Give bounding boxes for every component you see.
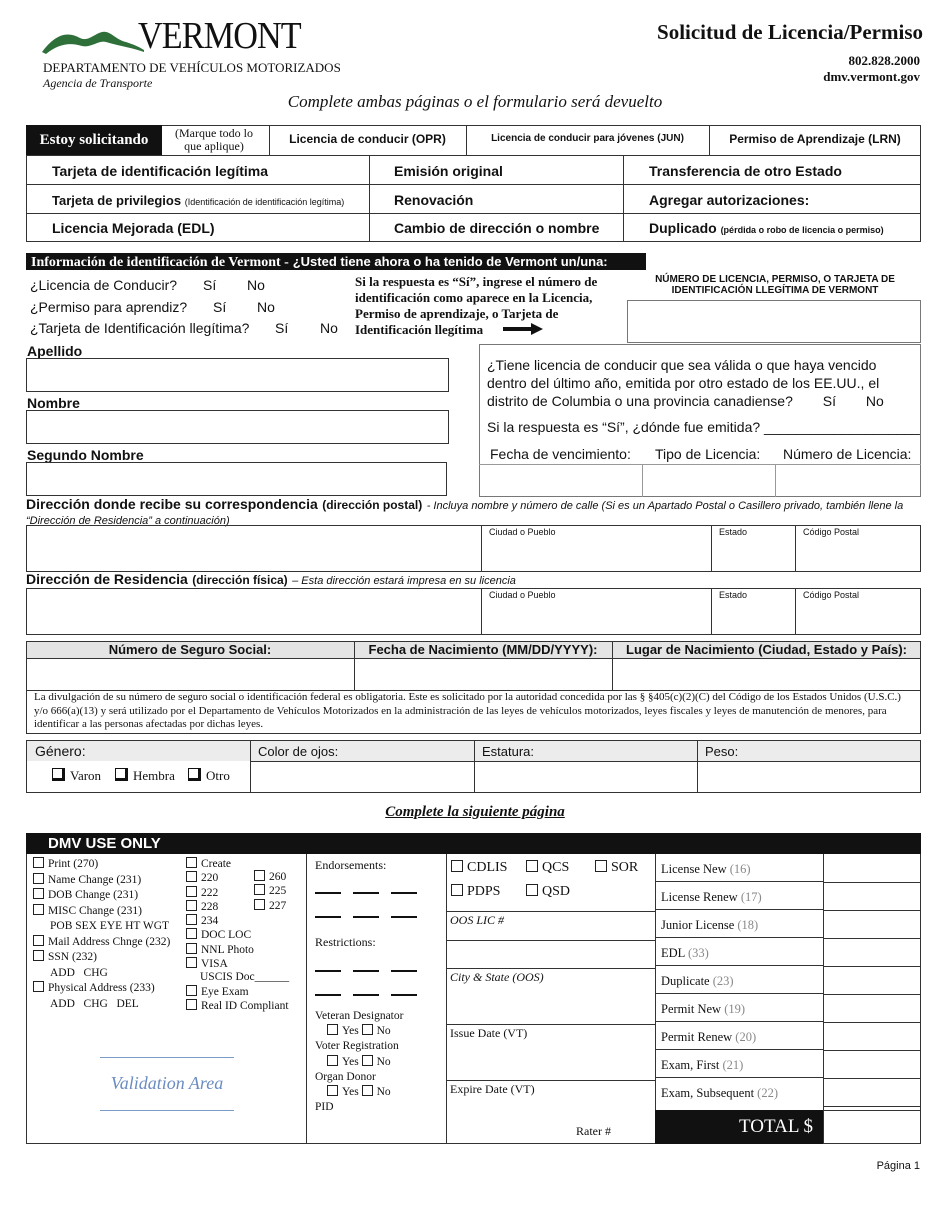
dmv-code-222-label: 222: [201, 886, 219, 899]
phone-number: 802.828.2000: [848, 53, 920, 68]
mailing-note: - Incluya nombre y número de calle (Si es un Apartado Postal o Casillero privado, también llene la “Dirección de Residencia” a continuación): [26, 500, 904, 527]
dob-label: Fecha de Nacimiento (MM/DD/YYYY):: [368, 642, 598, 657]
checkbox-icon: [33, 888, 44, 899]
dmv-code-227-label: 227: [269, 899, 287, 912]
organ-label: Organ Donor: [315, 1070, 376, 1083]
fee-label: EDL: [661, 946, 685, 960]
checkbox-icon: [186, 886, 197, 897]
checkbox-icon: [33, 857, 44, 868]
checkbox-icon: [327, 1055, 338, 1066]
organ-options[interactable]: [315, 1085, 403, 1100]
organ-yes: Yes: [342, 1086, 359, 1099]
dmv-name-change-code: (231): [116, 873, 142, 886]
rater-field[interactable]: Rater #: [576, 1124, 611, 1138]
dmv-physical-address-label: Physical Address: [48, 982, 127, 994]
q-id-label: ¿Tarjeta de Identificación llegítima?: [30, 320, 250, 336]
out-of-state-no[interactable]: No: [865, 393, 884, 409]
dmv-misc-options: POB SEX EYE HT WGT: [50, 920, 170, 932]
page-number: Página 1: [876, 1160, 920, 1172]
mailing-address-field[interactable]: [26, 525, 921, 572]
checkbox-icon: [327, 1024, 338, 1035]
dmv-code-225[interactable]: [254, 884, 286, 898]
dmv-ssn[interactable]: [33, 950, 170, 966]
pid-label: PID: [315, 1101, 334, 1114]
fee-label: License New: [661, 862, 727, 876]
total-field[interactable]: [824, 1111, 920, 1143]
checkbox-icon: [526, 884, 538, 896]
mark-note: (Marque todo lo que aplique): [175, 126, 253, 153]
fee-label: Duplicate: [661, 974, 710, 988]
flag-qsd-label: QSD: [542, 884, 571, 899]
form-title: Solicitud de Licencia/Permiso: [657, 20, 923, 44]
eye-color-label: Color de ojos:: [258, 744, 339, 759]
fee-row[interactable]: [655, 882, 823, 910]
weight-label: Peso:: [705, 744, 739, 759]
flag-pdps-label: PDPS: [467, 884, 501, 899]
organ-no: No: [376, 1086, 391, 1099]
dmv-misc-change-label: MISC Change: [48, 904, 115, 917]
out-of-state-yes[interactable]: Sí: [822, 393, 836, 409]
dmv-print-code: (270): [73, 858, 99, 870]
fee-row[interactable]: [655, 854, 823, 882]
fee-code: (20): [735, 1030, 757, 1044]
residence-heading: [26, 572, 921, 588]
checkbox-icon: [451, 884, 463, 896]
issued-where[interactable]: Si la respuesta es “Sí”, ¿dónde fue emitida? ____________________: [487, 419, 920, 435]
next-page-note: Complete la siguiente página: [385, 804, 565, 820]
agency-name: Agencia de Transporte: [43, 76, 153, 90]
mailing-title: Dirección donde recibe su correspondencia: [26, 496, 318, 512]
return-notice: Complete ambas páginas o el formulario será devuelto: [287, 92, 663, 111]
option-renewal[interactable]: Renovación: [394, 192, 474, 208]
dmv-code-260-label: 260: [269, 871, 287, 883]
checkbox-icon: [186, 999, 197, 1010]
dmv-ssn-options: ADD CHG: [50, 966, 108, 979]
fee-table: [655, 854, 921, 1106]
fee-row[interactable]: [655, 966, 823, 994]
flag-sor-label: SOR: [611, 860, 639, 875]
issue-date-field[interactable]: Issue Date (VT): [450, 1026, 528, 1040]
fee-row[interactable]: [655, 994, 823, 1022]
dmv-dob-change[interactable]: [33, 888, 170, 904]
applying-label: Estoy solicitando: [26, 125, 162, 155]
fee-label: Permit New: [661, 1002, 722, 1016]
q-permit-label: ¿Permiso para aprendiz?: [30, 299, 188, 315]
checkbox-icon: [186, 914, 197, 925]
dmv-codes-b: [254, 870, 286, 913]
dmv-mail-address[interactable]: [33, 935, 170, 951]
dob-field[interactable]: [355, 659, 611, 689]
checkbox-icon: [188, 768, 201, 781]
fee-label: Junior License: [661, 918, 735, 932]
mailing-heading: [26, 497, 921, 528]
fee-code: (16): [729, 862, 751, 876]
mailing-zip-label: Código Postal: [803, 527, 860, 537]
department-name: DEPARTAMENTO DE VEHÍCULOS MOTORIZADOS: [43, 60, 341, 75]
last-name-label: Apellido: [27, 343, 83, 359]
dmv-real-id[interactable]: [186, 999, 289, 1013]
last-name-field[interactable]: [26, 358, 449, 392]
vt-id-bar-title: Información de identificación de Vermont -: [31, 255, 289, 270]
checkbox-icon: [33, 873, 44, 884]
checkbox-icon: [186, 957, 197, 968]
option-add-endorsements[interactable]: Agregar autorizaciones:: [649, 192, 810, 208]
fee-code: (33): [687, 946, 709, 960]
q-license-yes[interactable]: Sí: [203, 277, 217, 293]
vt-id-bar-question: ¿Usted tiene ahora o ha tenido de Vermont un/una:: [292, 254, 608, 269]
dmv-physical-address-code: (233): [129, 982, 155, 994]
q-permit-no[interactable]: No: [257, 299, 275, 315]
id-number-label: NÚMERO DE LICENCIA, PERMISO, O TARJETA DE IDENTIFICACIÓN LLEGÍTIMA DE VERMONT: [655, 274, 895, 296]
restriction-lines[interactable]: [315, 962, 429, 1004]
dmv-nnl-photo-label: NNL Photo: [201, 943, 254, 956]
checkbox-icon: [33, 981, 44, 992]
gender-label: Género:: [35, 743, 86, 759]
q-id-no[interactable]: No: [320, 320, 338, 336]
mailing-subtitle: (dirección postal): [322, 498, 423, 512]
height-label: Estatura:: [482, 744, 535, 759]
fee-row[interactable]: [655, 1050, 823, 1078]
checkbox-icon: [254, 870, 265, 881]
checkbox-icon: [186, 928, 197, 939]
fee-row[interactable]: [655, 1078, 823, 1106]
checkbox-icon: [362, 1024, 373, 1035]
fee-label: Exam, Subsequent: [661, 1086, 755, 1100]
checkbox-icon: [526, 860, 538, 872]
checkbox-icon: [33, 935, 44, 946]
dmv-eye-exam[interactable]: [186, 985, 289, 999]
ssn-field[interactable]: [27, 659, 353, 689]
dmv-physical-options: ADD CHG DEL: [50, 997, 139, 1010]
dmv-code-228-label: 228: [201, 900, 219, 913]
flag-qcs[interactable]: [526, 860, 569, 876]
checkbox-icon: [254, 884, 265, 895]
option-address-change[interactable]: Cambio de dirección o nombre: [394, 220, 600, 236]
residence-subtitle: (dirección física): [192, 573, 288, 587]
checkbox-icon: [186, 900, 197, 911]
ssn-disclosure: La divulgación de su número de seguro social o identificación federal es obligatoria. Este es solicitado por la autoridad concedida por las § §405(c)(2)(C) del Código de los Estados Unidos (U.S.C.) y/o 666(a)(13) y será utilizado por el Departamento de Vehículos Motorizados en la administración de las leyes de vehículos motorizados, leyes fiscales y leyes de manutención de menores, para identificar a las personas afectadas por dichas leyes.: [34, 691, 901, 730]
dmv-code-225-label: 225: [269, 885, 287, 898]
dmv-col2-flags: [315, 1009, 403, 1115]
residence-zip-label: Código Postal: [803, 590, 860, 600]
option-legitimate-id[interactable]: Tarjeta de identificación legítima: [52, 163, 269, 179]
gender-male-label: Varon: [70, 768, 102, 783]
dmv-code-260[interactable]: [254, 870, 286, 884]
flag-cdlis[interactable]: [451, 860, 507, 876]
dmv-physical-address[interactable]: [33, 981, 170, 997]
dmv-mail-address-label: Mail Address Chnge: [48, 935, 143, 948]
veteran-yes: Yes: [342, 1025, 359, 1038]
dmv-dob-change-code: (231): [113, 889, 139, 901]
voter-no: No: [376, 1055, 391, 1068]
dmv-code-220-label: 220: [201, 872, 219, 885]
dmv-eye-exam-label: Eye Exam: [201, 985, 249, 998]
fee-code: (17): [740, 890, 762, 904]
checkbox-icon: [362, 1055, 373, 1066]
endorsement-lines[interactable]: [315, 884, 429, 926]
dmv-name-change[interactable]: [33, 873, 170, 889]
option-jun[interactable]: Licencia de conducir para jóvenes (JUN): [491, 133, 684, 144]
fee-code: (22): [757, 1086, 778, 1100]
voter-options[interactable]: [315, 1055, 403, 1070]
validation-area: Validation Area: [110, 1073, 224, 1093]
id-number-field[interactable]: [627, 300, 921, 343]
flag-qcs-label: QCS: [542, 860, 570, 875]
dmv-real-id-label: Real ID Compliant: [201, 999, 289, 1012]
option-privilege-card[interactable]: [52, 193, 344, 208]
id-instructions: Si la respuesta es “Sí”, ingrese el número de identificación como aparece en la Licencia, Permiso de aprendizaje, o Tarjeta de Identificación llegítima: [355, 274, 598, 337]
dmv-mail-address-code: (232): [145, 935, 171, 948]
q-license-no[interactable]: No: [247, 277, 265, 293]
checkbox-icon: [186, 871, 197, 882]
height-field[interactable]: [475, 762, 696, 792]
dmv-visa-label: VISA: [201, 958, 228, 971]
gender-other[interactable]: [188, 768, 230, 784]
checkbox-icon: [362, 1085, 373, 1096]
gender-male[interactable]: [52, 768, 101, 784]
option-transfer[interactable]: Transferencia de otro Estado: [649, 163, 842, 179]
dmv-nnl-photo[interactable]: [186, 943, 289, 957]
voter-yes: Yes: [342, 1055, 359, 1068]
logo-wordmark: VERMONT: [138, 15, 301, 57]
option-opr[interactable]: Licencia de conducir (OPR): [289, 132, 446, 146]
fee-row[interactable]: [655, 910, 823, 938]
checkbox-icon: [451, 860, 463, 872]
fee-label: Exam, First: [661, 1058, 720, 1072]
gender-female-label: Hembra: [133, 768, 175, 783]
flag-cdlis-label: CDLIS: [467, 860, 508, 875]
gender-female[interactable]: [115, 768, 175, 784]
mailing-state-label: Estado: [719, 527, 748, 537]
gender-other-label: Otro: [206, 768, 230, 783]
flag-sor[interactable]: [595, 860, 638, 876]
vt-id-bar: [26, 253, 646, 270]
middle-name-label: Segundo Nombre: [27, 447, 144, 463]
checkbox-icon: [186, 857, 197, 868]
checkbox-icon: [33, 950, 44, 961]
q-license-label: ¿Licencia de Conducir?: [30, 277, 178, 293]
q-license: [30, 277, 177, 293]
dmv-doc-loc[interactable]: [186, 928, 289, 942]
dmv-misc-change[interactable]: [33, 904, 170, 920]
checkbox-icon: [52, 768, 65, 781]
fee-code: (21): [722, 1058, 744, 1072]
dmv-code-234-label: 234: [201, 915, 219, 928]
dmv-name-change-label: Name Change: [48, 873, 114, 886]
middle-name-field[interactable]: [26, 462, 447, 496]
mailing-city-label: Ciudad o Pueblo: [489, 527, 556, 537]
arrow-right-icon: [503, 323, 543, 335]
flag-qsd[interactable]: [526, 884, 570, 900]
dmv-code-234[interactable]: [186, 914, 289, 928]
duplicate-label: Duplicado: [649, 220, 717, 236]
option-duplicate[interactable]: [649, 220, 884, 236]
total-label: TOTAL $: [655, 1110, 823, 1144]
dmv-create-label: Create: [201, 858, 232, 870]
fee-code: (19): [724, 1002, 746, 1016]
checkbox-icon: [254, 899, 265, 910]
out-of-state-question-text: ¿Tiene licencia de conducir que sea válida o que haya vencido dentro del último año, emitida por otro estado de los EE.UU., el distrito de Columbia o una provincia canadiense?: [487, 357, 880, 409]
expiration-label: Fecha de vencimiento:: [490, 446, 631, 462]
checkbox-icon: [186, 943, 197, 954]
first-name-field[interactable]: [26, 410, 449, 444]
dmv-visa[interactable]: [186, 957, 289, 971]
restrictions-label: Restrictions:: [315, 935, 376, 949]
checkbox-icon: [115, 768, 128, 781]
vermont-logo: [40, 15, 310, 60]
fee-code: (18): [737, 918, 759, 932]
fee-label: License Renew: [661, 890, 738, 904]
veteran-options[interactable]: [315, 1024, 403, 1039]
dmv-dob-change-label: DOB Change: [48, 889, 111, 901]
oos-lic-field[interactable]: OOS LIC #: [450, 913, 505, 927]
dmv-misc-change-code: (231): [117, 904, 142, 917]
voter-label: Voter Registration: [315, 1040, 399, 1053]
dmv-uscis[interactable]: USCIS Doc______: [200, 971, 290, 984]
eye-color-field[interactable]: [251, 762, 473, 792]
dmv-print-label: Print: [48, 858, 71, 870]
dmv-code-227[interactable]: [254, 899, 286, 913]
dmv-doc-loc-label: DOC LOC: [201, 929, 252, 942]
option-original[interactable]: Emisión original: [394, 163, 503, 179]
birthplace-field[interactable]: [613, 659, 920, 689]
endorsements-label: Endorsements:: [315, 858, 387, 872]
veteran-no: No: [376, 1025, 391, 1038]
option-edl[interactable]: Licencia Mejorada (EDL): [52, 220, 215, 236]
first-name-label: Nombre: [27, 395, 80, 411]
residence-address-field[interactable]: [26, 588, 921, 635]
residence-state-label: Estado: [719, 590, 748, 600]
license-number-label: Número de Licencia:: [783, 446, 912, 462]
license-type-label: Tipo de Licencia:: [655, 446, 761, 462]
ssn-label: Número de Seguro Social:: [108, 642, 272, 657]
checkbox-icon: [327, 1085, 338, 1096]
birthplace-label: Lugar de Nacimiento (Ciudad, Estado y País):: [626, 642, 907, 657]
fee-row[interactable]: [655, 938, 823, 966]
dmv-print[interactable]: [33, 857, 170, 873]
checkbox-icon: [186, 985, 197, 996]
fee-row[interactable]: [655, 1022, 823, 1050]
city-state-oos-field[interactable]: City & State (OOS): [450, 970, 544, 984]
q-permit-yes[interactable]: Sí: [213, 299, 227, 315]
privilege-card-label: Tarjeta de privilegios: [52, 193, 182, 208]
duplicate-note: (pérdida o robo de licencia o permiso): [720, 225, 884, 235]
website: dmv.vermont.gov: [823, 69, 920, 84]
checkbox-icon: [595, 860, 607, 872]
privilege-card-note: (Identificación de identificación legítima): [184, 197, 345, 207]
residence-title: Dirección de Residencia: [26, 571, 188, 587]
weight-field[interactable]: [698, 762, 920, 792]
veteran-label: Veteran Designator: [315, 1010, 404, 1022]
out-of-state-question: [487, 356, 917, 410]
dmv-title: DMV USE ONLY: [26, 833, 921, 854]
residence-note: – Esta dirección estará impresa en su licencia: [292, 575, 516, 587]
fee-code: (23): [712, 974, 734, 988]
residence-city-label: Ciudad o Pueblo: [489, 590, 556, 600]
mountain-logo-icon: [40, 22, 145, 56]
dmv-ssn-label: SSN: [48, 951, 70, 963]
option-lrn[interactable]: Permiso de Aprendizaje (LRN): [729, 132, 901, 146]
expire-date-field[interactable]: Expire Date (VT): [450, 1082, 535, 1096]
flag-pdps[interactable]: [451, 884, 500, 900]
fee-label: Permit Renew: [661, 1030, 733, 1044]
dmv-ssn-code: (232): [71, 951, 97, 963]
dmv-col1: [33, 857, 170, 1012]
checkbox-icon: [33, 904, 44, 915]
q-id-yes[interactable]: Sí: [275, 320, 289, 336]
